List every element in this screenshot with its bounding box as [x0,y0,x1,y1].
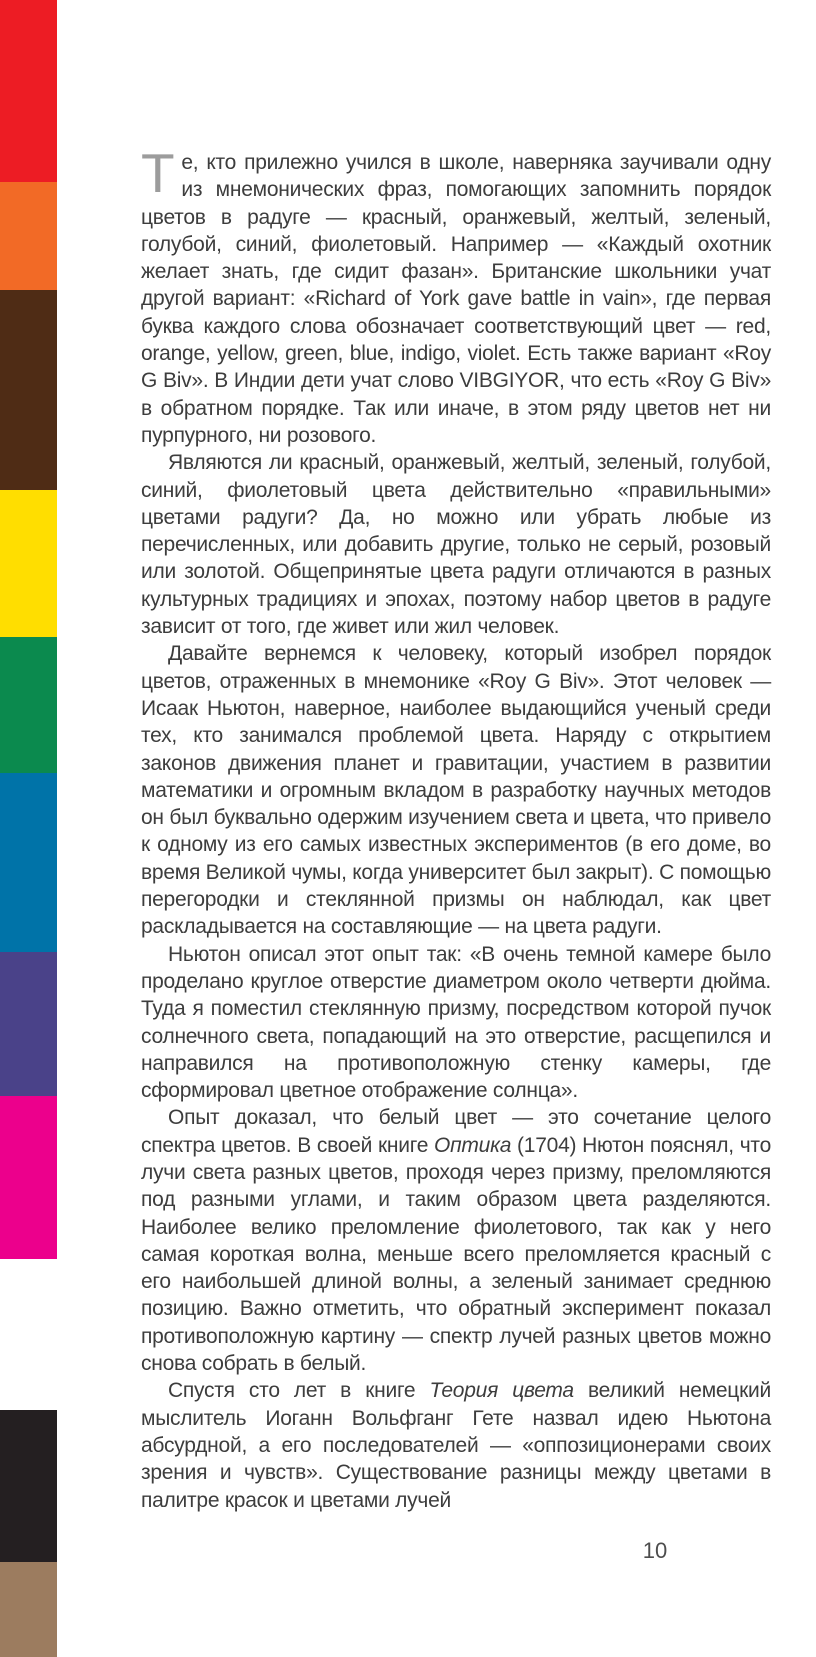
italic-book-title: Оптика [434,1133,512,1157]
drop-cap-letter: Т [141,142,175,204]
stripe-segment-dark-brown [0,290,57,490]
paragraph [141,1104,771,1377]
stripe-segment-magenta [0,1096,57,1259]
text-run: е, кто прилежно учился в школе, наверняка заучивали одну из мнемонических фраз, помогающих запомнить порядок цветов в радуге — красный, оранжевый, желтый, зеленый, голубой, синий, фиолетовый. Например — «Каждый охотник желает знать, где сидит фазан». Британские школьники учат другой вариант: «Richard of York gave battle in vain», где первая буква каждого слова обозначает соответствующий цвет — red, orange, yellow, green, blue, indigo, violet. Есть также вариант «Roy G Biv». В Индии дети учат слово VIBGIYOR, что есть «Roy G Biv» в обратном порядке. Так или иначе, в этом ряду цветов нет ни пурпурного, ни розового. [141,151,771,447]
stripe-segment-yellow [0,490,57,637]
stripe-segment-orange [0,182,57,290]
text-run: великий немецкий мыслитель Иоганн Вольфганг Гете назвал идею Ньютона абсурдной, а его последователей — «оппозиционерами своих зрения и чувств». Существование разницы между цветами в палитре красок и цветами лучей [141,1379,771,1512]
paragraph [141,1377,771,1513]
paragraph [141,941,771,1105]
text-run: Опыт доказал, что белый цвет — это сочетание целого спектра цветов. В своей книге [141,1106,771,1157]
italic-book-title: Теория цвета [429,1379,574,1403]
stripe-segment-black [0,1410,57,1562]
text-run: Являются ли красный, оранжевый, желтый, зеленый, голубой, синий, фиолетовый цвета действительно «правильными» цветами радуги? Да, но можно или убрать любые из перечисленных, или добавить другие, только не серый, розовый или золотой. Общепринятые цвета радуги отличаются в разных культурных традициях и эпохах, поэтому набор цветов в радуге зависит от того, где живет или жил человек. [141,451,771,639]
body-text [141,142,771,1514]
text-run: Ньютон описал этот опыт так: «В очень темной камере было проделано круглое отверстие диаметром около четверти дюйма. Туда я поместил стеклянную призму, посредством которой пучок солнечного света, попадающий на это отверстие, расщепился и направился на противоположную стенку камеры, где сформировал цветное отображение солнца». [141,942,771,1103]
text-run: (1704) Нютон пояснял, что лучи света разных цветов, проходя через призму, преломляются под разными углами, и таким образом цвета разделяются. Наиболее велико преломление фиолетового, так как у него самая короткая волна, меньше всего преломляется красный с его наибольшей длиной волны, а зеленый занимает среднюю позицию. Важно отметить, что обратный эксперимент показал противоположную картину — спектр лучей разных цветов можно снова собрать в белый. [141,1133,771,1376]
stripe-segment-tan [0,1562,57,1657]
text-run: Спустя сто лет в книге [168,1379,430,1403]
text-run: Давайте вернемся к человеку, который изобрел порядок цветов, отраженных в мнемонике «Roy G Biv». Этот человек — Исаак Ньютон, наверное, наиболее выдающийся ученый среди тех, кто занимался проблемой цвета. Наряду с открытием законов движения планет и гравитации, участием в развитии математики и огромным вкладом в разработку научных методов он был буквально одержим изучением света и цвета, что привело к одному из его самых известных экспериментов (в его доме, во время Великой чумы, когда университет был закрыт). С помощью перегородки и стеклянной призмы он наблюдал, как цвет раскладывается на составляющие — на цвета радуги. [141,642,771,939]
stripe-segment-purple [0,952,57,1096]
rainbow-color-stripe [0,0,57,1657]
page-number: 10 [642,1538,668,1563]
stripe-segment-red [0,0,57,182]
stripe-segment-green [0,637,57,773]
paragraph [141,449,771,640]
paragraph [141,640,771,940]
stripe-segment-blue [0,773,57,952]
paragraph [141,142,771,449]
